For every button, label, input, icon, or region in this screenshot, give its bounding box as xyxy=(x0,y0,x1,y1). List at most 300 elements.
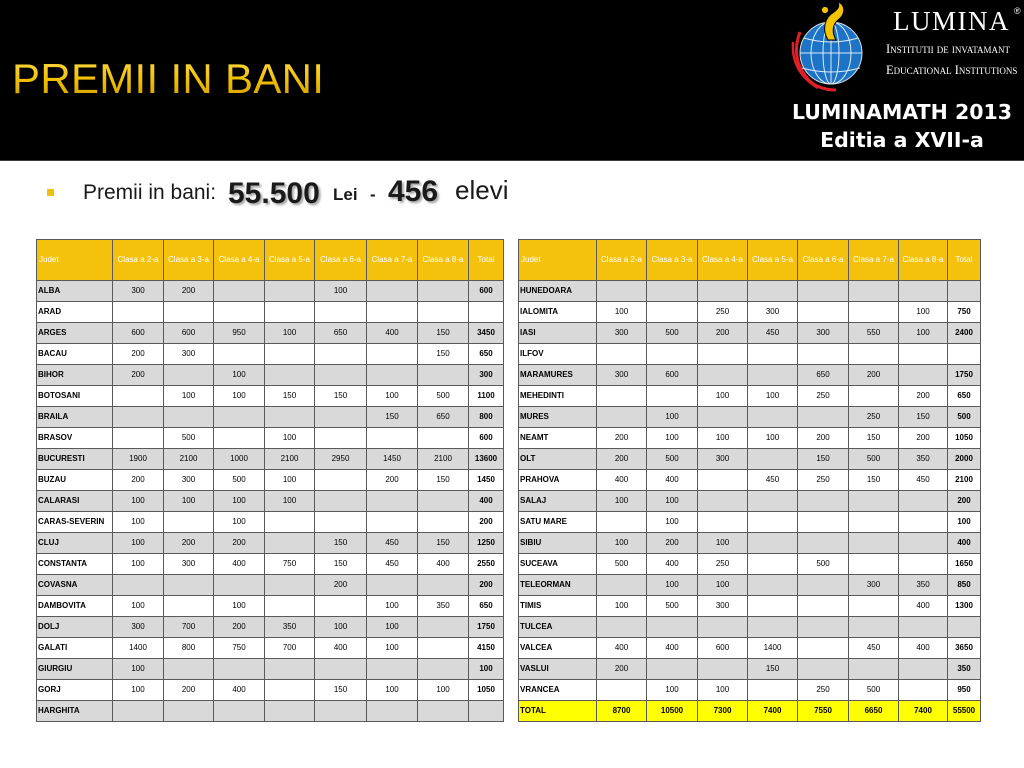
cell-clasa-4: 200 xyxy=(698,323,748,344)
cell-judet: CONSTANTA xyxy=(37,554,113,575)
square-bullet-icon xyxy=(47,189,54,196)
cell-clasa-8 xyxy=(418,428,469,449)
column-header-total: Total xyxy=(469,240,504,281)
cell-judet: CALARASI xyxy=(37,491,113,512)
cell-clasa-3 xyxy=(647,617,698,638)
table-row xyxy=(519,428,981,449)
cell-clasa-8 xyxy=(418,701,469,722)
table-row xyxy=(37,449,504,470)
cell-judet: MEHEDINTI xyxy=(519,386,597,407)
cell-clasa-7 xyxy=(367,701,418,722)
cell-clasa-6: 2950 xyxy=(315,449,367,470)
cell-clasa-6: 200 xyxy=(315,575,367,596)
cell-clasa-6: 150 xyxy=(315,533,367,554)
cell-clasa-6 xyxy=(315,365,367,386)
cell-clasa-8 xyxy=(418,302,469,323)
cell-clasa-5 xyxy=(748,617,798,638)
column-header-clasa-5: Clasa a 5-a xyxy=(265,240,315,281)
cell-clasa-2 xyxy=(597,512,647,533)
cell-clasa-5 xyxy=(265,281,315,302)
cell-total: 200 xyxy=(948,491,981,512)
cell-clasa-3: 10500 xyxy=(647,701,698,722)
cell-clasa-6 xyxy=(798,659,849,680)
cell-clasa-7: 500 xyxy=(849,449,899,470)
cell-judet: NEAMT xyxy=(519,428,597,449)
cell-clasa-5: 100 xyxy=(748,386,798,407)
column-header-judet: Judet xyxy=(37,240,113,281)
cell-clasa-8: 450 xyxy=(899,470,948,491)
globe-logo-icon xyxy=(788,0,872,92)
cell-clasa-8: 7400 xyxy=(899,701,948,722)
cell-judet: GALATI xyxy=(37,638,113,659)
cell-clasa-7: 100 xyxy=(367,596,418,617)
table-body xyxy=(37,281,504,722)
cell-clasa-6: 300 xyxy=(798,323,849,344)
column-header-total: Total xyxy=(948,240,981,281)
cell-clasa-3: 600 xyxy=(647,365,698,386)
cell-clasa-3 xyxy=(164,659,214,680)
cell-total: 400 xyxy=(469,491,504,512)
cell-total: 300 xyxy=(469,365,504,386)
cell-clasa-2 xyxy=(597,344,647,365)
slide-title: PREMII IN BANI xyxy=(12,55,325,102)
cell-clasa-2 xyxy=(113,575,164,596)
cell-clasa-4: 100 xyxy=(698,533,748,554)
cell-clasa-5 xyxy=(265,344,315,365)
cell-clasa-3: 200 xyxy=(164,533,214,554)
summary-separator: - xyxy=(370,185,376,204)
cell-clasa-3: 400 xyxy=(647,470,698,491)
cell-clasa-4 xyxy=(698,659,748,680)
cell-clasa-3: 200 xyxy=(164,680,214,701)
table-header-row xyxy=(37,240,504,281)
cell-clasa-6 xyxy=(798,638,849,659)
event-name: LUMINAMATH 2013 xyxy=(791,100,1013,124)
cell-clasa-6 xyxy=(798,617,849,638)
cell-clasa-5: 750 xyxy=(265,554,315,575)
cell-judet: ARAD xyxy=(37,302,113,323)
cell-clasa-7 xyxy=(367,302,418,323)
cell-total: 500 xyxy=(948,407,981,428)
cell-clasa-7 xyxy=(849,554,899,575)
prize-table-left xyxy=(36,239,504,722)
cell-clasa-2: 300 xyxy=(597,365,647,386)
cell-clasa-4: 400 xyxy=(214,680,265,701)
cell-clasa-4: 100 xyxy=(214,491,265,512)
table-row xyxy=(519,512,981,533)
table-row xyxy=(37,323,504,344)
cell-clasa-5: 450 xyxy=(748,470,798,491)
cell-total: 1650 xyxy=(948,554,981,575)
cell-total: 55500 xyxy=(948,701,981,722)
cell-clasa-6 xyxy=(798,596,849,617)
cell-clasa-2: 100 xyxy=(597,302,647,323)
cell-clasa-8 xyxy=(899,533,948,554)
cell-clasa-5 xyxy=(265,407,315,428)
cell-judet: TELEORMAN xyxy=(519,575,597,596)
cell-clasa-4: 400 xyxy=(214,554,265,575)
cell-clasa-3: 100 xyxy=(647,491,698,512)
cell-clasa-6 xyxy=(315,596,367,617)
cell-clasa-6: 500 xyxy=(798,554,849,575)
cell-clasa-7 xyxy=(849,344,899,365)
cell-clasa-8: 350 xyxy=(418,596,469,617)
cell-clasa-3: 100 xyxy=(164,386,214,407)
cell-clasa-5: 7400 xyxy=(748,701,798,722)
cell-clasa-4: 250 xyxy=(698,302,748,323)
cell-clasa-7 xyxy=(367,659,418,680)
cell-clasa-8: 150 xyxy=(418,470,469,491)
cell-clasa-7 xyxy=(367,575,418,596)
cell-clasa-7 xyxy=(367,491,418,512)
cell-clasa-3 xyxy=(164,596,214,617)
cell-clasa-6: 150 xyxy=(315,386,367,407)
cell-judet: HUNEDOARA xyxy=(519,281,597,302)
column-header-clasa-4: Clasa a 4-a xyxy=(698,240,748,281)
cell-clasa-6 xyxy=(315,659,367,680)
cell-clasa-6: 250 xyxy=(798,470,849,491)
cell-clasa-5 xyxy=(748,512,798,533)
cell-clasa-5: 450 xyxy=(748,323,798,344)
table-row xyxy=(519,281,981,302)
cell-clasa-2 xyxy=(113,386,164,407)
cell-clasa-2: 400 xyxy=(597,470,647,491)
cell-clasa-6: 100 xyxy=(315,617,367,638)
cell-clasa-4 xyxy=(698,512,748,533)
cell-clasa-8: 400 xyxy=(899,638,948,659)
cell-judet: IASI xyxy=(519,323,597,344)
cell-judet: IALOMITA xyxy=(519,302,597,323)
total-row xyxy=(519,701,981,722)
table-row xyxy=(519,344,981,365)
cell-clasa-5 xyxy=(748,407,798,428)
cell-clasa-6 xyxy=(315,428,367,449)
cell-clasa-4 xyxy=(214,281,265,302)
cell-clasa-5 xyxy=(265,596,315,617)
cell-total: 100 xyxy=(469,659,504,680)
cell-judet: CLUJ xyxy=(37,533,113,554)
cell-clasa-6: 100 xyxy=(315,281,367,302)
cell-clasa-7: 250 xyxy=(849,407,899,428)
cell-clasa-7 xyxy=(367,512,418,533)
table-row xyxy=(519,617,981,638)
cell-clasa-7 xyxy=(367,344,418,365)
table-row xyxy=(519,365,981,386)
logo-figure-head xyxy=(822,7,829,14)
cell-clasa-8: 350 xyxy=(899,449,948,470)
cell-clasa-4 xyxy=(214,701,265,722)
cell-clasa-7 xyxy=(367,281,418,302)
cell-clasa-6 xyxy=(315,407,367,428)
cell-clasa-7: 200 xyxy=(849,365,899,386)
summary-currency: Lei xyxy=(333,185,358,204)
cell-total: 2100 xyxy=(948,470,981,491)
cell-clasa-5 xyxy=(265,659,315,680)
table-row xyxy=(37,680,504,701)
cell-total: 2400 xyxy=(948,323,981,344)
cell-clasa-3: 500 xyxy=(647,323,698,344)
cell-clasa-2: 8700 xyxy=(597,701,647,722)
cell-clasa-8: 200 xyxy=(899,428,948,449)
cell-clasa-8 xyxy=(418,575,469,596)
cell-clasa-5 xyxy=(748,281,798,302)
cell-total: 200 xyxy=(469,575,504,596)
cell-clasa-3: 500 xyxy=(164,428,214,449)
cell-clasa-2: 100 xyxy=(113,512,164,533)
cell-clasa-6 xyxy=(798,575,849,596)
cell-clasa-3 xyxy=(647,344,698,365)
cell-clasa-7 xyxy=(849,533,899,554)
cell-clasa-8: 2100 xyxy=(418,449,469,470)
cell-clasa-3: 100 xyxy=(647,407,698,428)
cell-clasa-7: 100 xyxy=(367,386,418,407)
cell-clasa-7 xyxy=(849,302,899,323)
cell-clasa-2 xyxy=(597,575,647,596)
table-row xyxy=(519,491,981,512)
cell-clasa-2: 200 xyxy=(113,470,164,491)
cell-clasa-2: 100 xyxy=(113,491,164,512)
cell-clasa-4 xyxy=(698,365,748,386)
cell-total: 2550 xyxy=(469,554,504,575)
table-row xyxy=(519,407,981,428)
cell-clasa-4: 750 xyxy=(214,638,265,659)
cell-clasa-3: 300 xyxy=(164,344,214,365)
cell-clasa-2: 400 xyxy=(597,638,647,659)
table-row xyxy=(519,680,981,701)
cell-clasa-2 xyxy=(597,680,647,701)
column-header-clasa-3: Clasa a 3-a xyxy=(647,240,698,281)
cell-clasa-7: 450 xyxy=(367,554,418,575)
cell-clasa-3: 700 xyxy=(164,617,214,638)
cell-clasa-7 xyxy=(849,512,899,533)
cell-judet: DOLJ xyxy=(37,617,113,638)
cell-clasa-8 xyxy=(899,554,948,575)
column-header-clasa-8: Clasa a 8-a xyxy=(899,240,948,281)
logo-tagline-ro: Institutii de invatamant xyxy=(886,42,1011,56)
column-header-clasa-3: Clasa a 3-a xyxy=(164,240,214,281)
table-row xyxy=(519,575,981,596)
cell-clasa-3 xyxy=(164,701,214,722)
cell-clasa-7: 6650 xyxy=(849,701,899,722)
table-row xyxy=(37,386,504,407)
cell-clasa-6 xyxy=(798,302,849,323)
cell-clasa-8: 650 xyxy=(418,407,469,428)
cell-clasa-4: 7300 xyxy=(698,701,748,722)
cell-clasa-3: 500 xyxy=(647,596,698,617)
cell-clasa-5 xyxy=(265,302,315,323)
prize-table-right xyxy=(518,239,981,722)
cell-clasa-5: 100 xyxy=(265,428,315,449)
cell-judet: SIBIU xyxy=(519,533,597,554)
cell-total: 650 xyxy=(948,386,981,407)
cell-judet: TOTAL xyxy=(519,701,597,722)
column-header-clasa-4: Clasa a 4-a xyxy=(214,240,265,281)
cell-clasa-4 xyxy=(214,575,265,596)
table-row xyxy=(37,617,504,638)
cell-total: 13600 xyxy=(469,449,504,470)
cell-clasa-3 xyxy=(647,659,698,680)
cell-clasa-2: 1900 xyxy=(113,449,164,470)
cell-judet: OLT xyxy=(519,449,597,470)
cell-clasa-7 xyxy=(849,491,899,512)
cell-total xyxy=(469,701,504,722)
cell-clasa-6: 150 xyxy=(315,554,367,575)
cell-total: 350 xyxy=(948,659,981,680)
cell-clasa-4 xyxy=(214,407,265,428)
cell-clasa-2 xyxy=(113,428,164,449)
cell-clasa-8 xyxy=(899,281,948,302)
cell-clasa-5: 2100 xyxy=(265,449,315,470)
cell-clasa-6: 150 xyxy=(798,449,849,470)
cell-total: 100 xyxy=(948,512,981,533)
table-row xyxy=(519,554,981,575)
cell-clasa-4 xyxy=(698,491,748,512)
cell-clasa-5 xyxy=(748,365,798,386)
summary-count: 456 xyxy=(388,175,439,208)
cell-total xyxy=(948,344,981,365)
cell-total: 800 xyxy=(469,407,504,428)
cell-clasa-7 xyxy=(367,428,418,449)
table-row xyxy=(37,281,504,302)
cell-clasa-8 xyxy=(899,365,948,386)
cell-clasa-3: 800 xyxy=(164,638,214,659)
cell-clasa-2: 100 xyxy=(113,554,164,575)
cell-clasa-6: 7550 xyxy=(798,701,849,722)
cell-clasa-7: 200 xyxy=(367,470,418,491)
column-header-clasa-8: Clasa a 8-a xyxy=(418,240,469,281)
cell-clasa-7: 150 xyxy=(367,407,418,428)
cell-judet: BOTOSANI xyxy=(37,386,113,407)
column-header-clasa-7: Clasa a 7-a xyxy=(367,240,418,281)
cell-clasa-7: 450 xyxy=(367,533,418,554)
cell-clasa-4: 1000 xyxy=(214,449,265,470)
cell-clasa-2: 500 xyxy=(597,554,647,575)
cell-total: 1750 xyxy=(469,617,504,638)
cell-total: 850 xyxy=(948,575,981,596)
table-row xyxy=(37,407,504,428)
cell-clasa-5: 100 xyxy=(265,491,315,512)
cell-clasa-5: 100 xyxy=(265,470,315,491)
cell-judet: MARAMURES xyxy=(519,365,597,386)
summary-count-unit: elevi xyxy=(455,175,509,205)
table-row xyxy=(37,302,504,323)
cell-clasa-4: 300 xyxy=(698,449,748,470)
cell-clasa-8 xyxy=(418,281,469,302)
cell-total: 600 xyxy=(469,281,504,302)
cell-clasa-3: 100 xyxy=(647,512,698,533)
cell-clasa-6: 200 xyxy=(798,428,849,449)
cell-clasa-3 xyxy=(647,302,698,323)
cell-clasa-6: 150 xyxy=(315,680,367,701)
cell-clasa-6 xyxy=(798,407,849,428)
cell-clasa-4: 500 xyxy=(214,470,265,491)
cell-judet: BRASOV xyxy=(37,428,113,449)
cell-clasa-8: 100 xyxy=(899,302,948,323)
table-header-row xyxy=(519,240,981,281)
cell-clasa-3: 400 xyxy=(647,638,698,659)
cell-total: 3450 xyxy=(469,323,504,344)
cell-clasa-2: 100 xyxy=(597,596,647,617)
summary-label: Premii in bani: xyxy=(83,181,217,204)
logo-tagline-en: Educational Institutions xyxy=(886,63,1018,77)
cell-clasa-6 xyxy=(315,512,367,533)
cell-clasa-8: 400 xyxy=(418,554,469,575)
cell-clasa-5 xyxy=(265,680,315,701)
cell-clasa-4: 100 xyxy=(698,680,748,701)
cell-total: 3650 xyxy=(948,638,981,659)
table-row xyxy=(37,365,504,386)
cell-clasa-6 xyxy=(798,281,849,302)
cell-total: 200 xyxy=(469,512,504,533)
column-header-clasa-6: Clasa a 6-a xyxy=(798,240,849,281)
cell-clasa-3: 200 xyxy=(647,533,698,554)
table-row xyxy=(37,470,504,491)
cell-clasa-8: 150 xyxy=(418,344,469,365)
cell-clasa-3: 100 xyxy=(164,491,214,512)
cell-judet: TULCEA xyxy=(519,617,597,638)
cell-clasa-2: 200 xyxy=(597,659,647,680)
cell-clasa-5: 100 xyxy=(748,428,798,449)
table-row xyxy=(37,428,504,449)
cell-clasa-4: 250 xyxy=(698,554,748,575)
cell-clasa-6 xyxy=(315,302,367,323)
cell-clasa-5: 150 xyxy=(265,386,315,407)
cell-clasa-5 xyxy=(748,596,798,617)
cell-clasa-7 xyxy=(849,386,899,407)
cell-clasa-8 xyxy=(418,512,469,533)
cell-clasa-6 xyxy=(315,344,367,365)
cell-clasa-5: 1400 xyxy=(748,638,798,659)
table-row xyxy=(519,470,981,491)
table-row xyxy=(37,533,504,554)
cell-judet: DAMBOVITA xyxy=(37,596,113,617)
cell-total: 1050 xyxy=(469,680,504,701)
cell-clasa-5 xyxy=(265,575,315,596)
cell-clasa-6 xyxy=(798,344,849,365)
cell-clasa-6 xyxy=(798,512,849,533)
cell-clasa-2: 100 xyxy=(113,680,164,701)
cell-total: 750 xyxy=(948,302,981,323)
cell-clasa-8: 200 xyxy=(899,386,948,407)
cell-judet: COVASNA xyxy=(37,575,113,596)
cell-judet: SALAJ xyxy=(519,491,597,512)
cell-judet: TIMIS xyxy=(519,596,597,617)
cell-clasa-2: 300 xyxy=(113,281,164,302)
cell-clasa-8 xyxy=(418,491,469,512)
table-row xyxy=(519,596,981,617)
cell-clasa-7: 400 xyxy=(367,323,418,344)
cell-judet: BUZAU xyxy=(37,470,113,491)
cell-clasa-8 xyxy=(899,680,948,701)
cell-clasa-6 xyxy=(315,701,367,722)
cell-clasa-2: 100 xyxy=(597,491,647,512)
cell-clasa-8 xyxy=(899,512,948,533)
cell-clasa-3 xyxy=(164,512,214,533)
cell-clasa-3: 400 xyxy=(647,554,698,575)
cell-clasa-7 xyxy=(849,659,899,680)
cell-clasa-6: 250 xyxy=(798,680,849,701)
cell-clasa-3 xyxy=(164,302,214,323)
cell-clasa-4: 600 xyxy=(698,638,748,659)
cell-clasa-4: 100 xyxy=(698,386,748,407)
cell-clasa-6: 400 xyxy=(315,638,367,659)
cell-clasa-5 xyxy=(265,365,315,386)
cell-clasa-2: 200 xyxy=(113,344,164,365)
cell-clasa-8: 150 xyxy=(418,323,469,344)
table-row xyxy=(37,701,504,722)
table-row xyxy=(37,596,504,617)
cell-clasa-8: 350 xyxy=(899,575,948,596)
